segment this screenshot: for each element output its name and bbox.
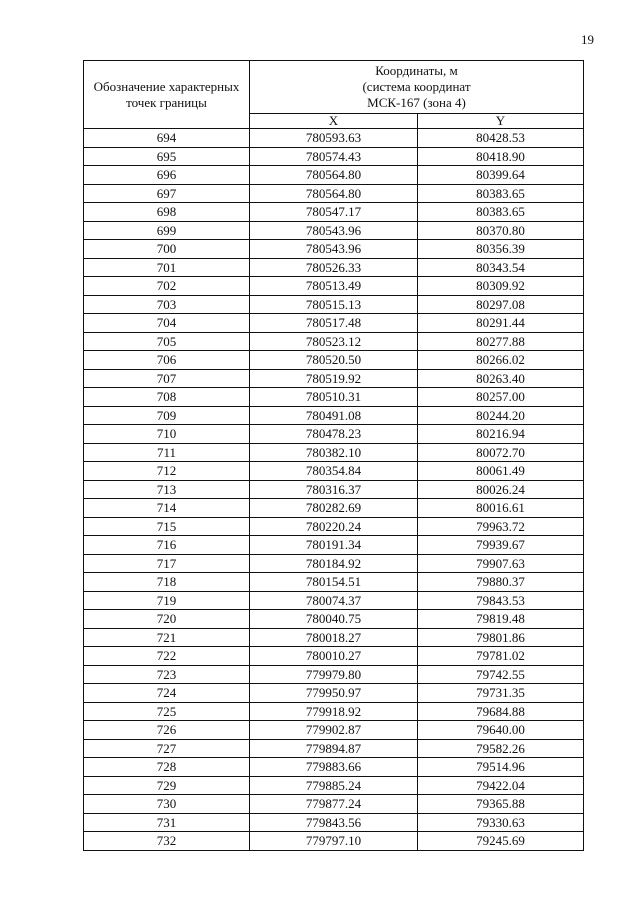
table-row [84, 258, 584, 277]
table-row [84, 647, 584, 666]
cell-x: 780316.37 [250, 480, 418, 499]
cell-y: 80061.49 [418, 462, 584, 481]
cell-y: 79939.67 [418, 536, 584, 555]
header-coordinates [250, 61, 584, 114]
cell-point: 729 [84, 776, 250, 795]
cell-y: 80266.02 [418, 351, 584, 370]
table-row [84, 554, 584, 573]
cell-y: 80343.54 [418, 258, 584, 277]
table-row [84, 702, 584, 721]
cell-point: 704 [84, 314, 250, 333]
cell-point: 709 [84, 406, 250, 425]
table-row [84, 665, 584, 684]
table-row [84, 739, 584, 758]
cell-point: 716 [84, 536, 250, 555]
cell-point: 725 [84, 702, 250, 721]
cell-y: 79640.00 [418, 721, 584, 740]
cell-x: 779885.24 [250, 776, 418, 795]
cell-x: 780523.12 [250, 332, 418, 351]
cell-x: 780526.33 [250, 258, 418, 277]
table-row [84, 332, 584, 351]
cell-point: 731 [84, 813, 250, 832]
cell-y: 80383.65 [418, 203, 584, 222]
cell-point: 732 [84, 832, 250, 851]
header-coordinates-line2: (система координат [362, 79, 471, 94]
cell-point: 696 [84, 166, 250, 185]
cell-y: 80309.92 [418, 277, 584, 296]
cell-y: 80428.53 [418, 129, 584, 148]
cell-x: 780184.92 [250, 554, 418, 573]
cell-point: 697 [84, 184, 250, 203]
cell-x: 780543.96 [250, 240, 418, 259]
cell-x: 780517.48 [250, 314, 418, 333]
cell-x: 779918.92 [250, 702, 418, 721]
cell-y: 79801.86 [418, 628, 584, 647]
cell-point: 714 [84, 499, 250, 518]
table-row [84, 591, 584, 610]
table-row [84, 203, 584, 222]
cell-x: 779894.87 [250, 739, 418, 758]
cell-point: 727 [84, 739, 250, 758]
table-row [84, 166, 584, 185]
table-row [84, 628, 584, 647]
cell-x: 780491.08 [250, 406, 418, 425]
cell-y: 79731.35 [418, 684, 584, 703]
header-y: Y [418, 114, 584, 129]
cell-point: 707 [84, 369, 250, 388]
coordinates-table [83, 60, 584, 851]
cell-y: 80016.61 [418, 499, 584, 518]
cell-y: 80297.08 [418, 295, 584, 314]
cell-x: 779843.56 [250, 813, 418, 832]
cell-y: 79514.96 [418, 758, 584, 777]
cell-point: 721 [84, 628, 250, 647]
cell-y: 80356.39 [418, 240, 584, 259]
cell-point: 711 [84, 443, 250, 462]
header-coordinates-line3: МСК-167 (зона 4) [367, 95, 466, 110]
table-row [84, 536, 584, 555]
cell-y: 79684.88 [418, 702, 584, 721]
table-row [84, 388, 584, 407]
table-row [84, 129, 584, 148]
cell-point: 708 [84, 388, 250, 407]
cell-y: 79880.37 [418, 573, 584, 592]
cell-x: 780543.96 [250, 221, 418, 240]
table-row [84, 684, 584, 703]
table-row [84, 610, 584, 629]
table-row [84, 480, 584, 499]
table-row [84, 462, 584, 481]
cell-point: 719 [84, 591, 250, 610]
cell-y: 80216.94 [418, 425, 584, 444]
cell-point: 699 [84, 221, 250, 240]
cell-point: 722 [84, 647, 250, 666]
cell-point: 710 [84, 425, 250, 444]
cell-point: 717 [84, 554, 250, 573]
table-row [84, 406, 584, 425]
cell-point: 700 [84, 240, 250, 259]
cell-point: 694 [84, 129, 250, 148]
table-row [84, 351, 584, 370]
table-row [84, 517, 584, 536]
cell-point: 724 [84, 684, 250, 703]
cell-x: 780220.24 [250, 517, 418, 536]
cell-point: 705 [84, 332, 250, 351]
table-row [84, 147, 584, 166]
header-point-designation: Обозначение характерных точек границы [84, 61, 250, 129]
cell-x: 780510.31 [250, 388, 418, 407]
table-body [84, 129, 584, 851]
cell-x: 780547.17 [250, 203, 418, 222]
cell-point: 702 [84, 277, 250, 296]
cell-y: 80072.70 [418, 443, 584, 462]
cell-x: 780515.13 [250, 295, 418, 314]
table-header [84, 61, 584, 129]
cell-y: 79843.53 [418, 591, 584, 610]
cell-point: 698 [84, 203, 250, 222]
cell-x: 780513.49 [250, 277, 418, 296]
cell-y: 79422.04 [418, 776, 584, 795]
table-row [84, 758, 584, 777]
cell-x: 780282.69 [250, 499, 418, 518]
table-row [84, 369, 584, 388]
table-row [84, 499, 584, 518]
cell-x: 780040.75 [250, 610, 418, 629]
page-number: 19 [581, 32, 594, 47]
cell-y: 79245.69 [418, 832, 584, 851]
cell-x: 780478.23 [250, 425, 418, 444]
cell-x: 780018.27 [250, 628, 418, 647]
table-row [84, 443, 584, 462]
cell-point: 713 [84, 480, 250, 499]
table-row [84, 832, 584, 851]
cell-x: 780354.84 [250, 462, 418, 481]
table-row [84, 295, 584, 314]
cell-point: 703 [84, 295, 250, 314]
cell-y: 80418.90 [418, 147, 584, 166]
cell-point: 715 [84, 517, 250, 536]
cell-point: 718 [84, 573, 250, 592]
cell-x: 780574.43 [250, 147, 418, 166]
table-row [84, 813, 584, 832]
cell-x: 780593.63 [250, 129, 418, 148]
cell-y: 80399.64 [418, 166, 584, 185]
cell-x: 779979.80 [250, 665, 418, 684]
cell-y: 79781.02 [418, 647, 584, 666]
cell-y: 80277.88 [418, 332, 584, 351]
header-coordinates-line1: Координаты, м [375, 63, 458, 78]
cell-x: 779877.24 [250, 795, 418, 814]
cell-point: 706 [84, 351, 250, 370]
cell-x: 780010.27 [250, 647, 418, 666]
cell-y: 79907.63 [418, 554, 584, 573]
cell-point: 730 [84, 795, 250, 814]
table-row [84, 425, 584, 444]
cell-x: 779902.87 [250, 721, 418, 740]
cell-y: 79963.72 [418, 517, 584, 536]
cell-x: 779797.10 [250, 832, 418, 851]
cell-y: 80370.80 [418, 221, 584, 240]
cell-point: 723 [84, 665, 250, 684]
cell-point: 728 [84, 758, 250, 777]
cell-y: 80291.44 [418, 314, 584, 333]
table-row [84, 795, 584, 814]
cell-x: 780074.37 [250, 591, 418, 610]
cell-x: 779950.97 [250, 684, 418, 703]
table-row [84, 277, 584, 296]
cell-y: 80263.40 [418, 369, 584, 388]
cell-y: 79742.55 [418, 665, 584, 684]
table-row [84, 221, 584, 240]
header-x: X [250, 114, 418, 129]
cell-y: 80244.20 [418, 406, 584, 425]
cell-x: 780191.34 [250, 536, 418, 555]
cell-x: 780564.80 [250, 184, 418, 203]
table-row [84, 314, 584, 333]
cell-x: 779883.66 [250, 758, 418, 777]
cell-y: 79819.48 [418, 610, 584, 629]
cell-x: 780382.10 [250, 443, 418, 462]
cell-y: 79365.88 [418, 795, 584, 814]
table-row [84, 240, 584, 259]
table-row [84, 184, 584, 203]
cell-x: 780520.50 [250, 351, 418, 370]
cell-y: 79330.63 [418, 813, 584, 832]
table-row [84, 721, 584, 740]
cell-x: 780519.92 [250, 369, 418, 388]
table-row [84, 573, 584, 592]
cell-y: 80257.00 [418, 388, 584, 407]
cell-point: 720 [84, 610, 250, 629]
cell-y: 80026.24 [418, 480, 584, 499]
cell-point: 701 [84, 258, 250, 277]
cell-point: 726 [84, 721, 250, 740]
cell-point: 712 [84, 462, 250, 481]
cell-point: 695 [84, 147, 250, 166]
table-row [84, 776, 584, 795]
cell-y: 80383.65 [418, 184, 584, 203]
cell-y: 79582.26 [418, 739, 584, 758]
cell-x: 780564.80 [250, 166, 418, 185]
cell-x: 780154.51 [250, 573, 418, 592]
